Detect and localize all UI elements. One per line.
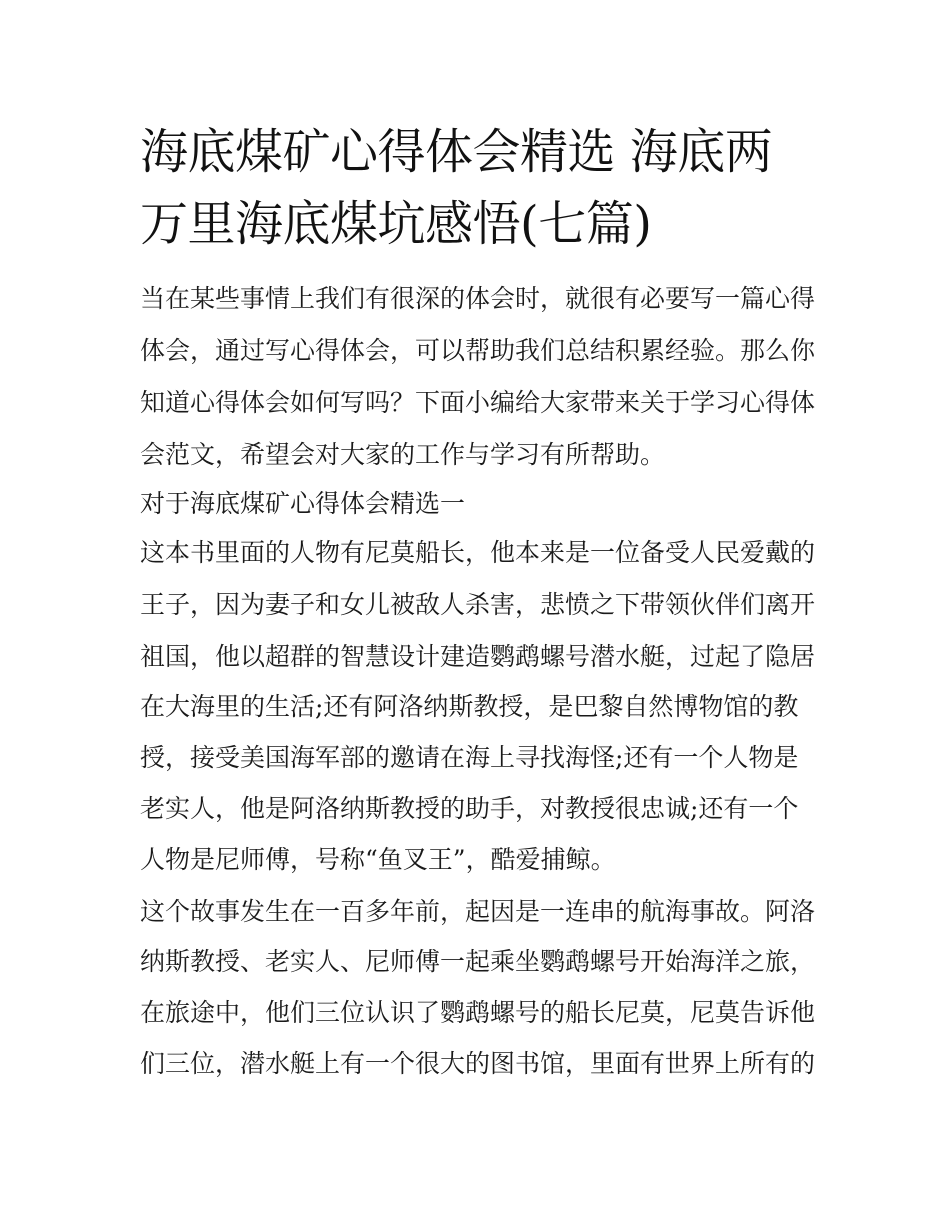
paragraph-line: 们三位，潜水艇上有一个很大的图书馆，里面有世界上所有的 [140, 1049, 816, 1078]
paragraph-line: 知道心得体会如何写吗？下面小编给大家带来关于学习心得体 [140, 388, 816, 417]
title-line-2: 万里海底煤坑感悟(七篇) [140, 196, 652, 252]
title-line-1: 海底煤矿心得体会精选 海底两 [140, 124, 773, 180]
paragraph-line: 老实人，他是阿洛纳斯教授的助手，对教授很忠诚;还有一个 [140, 794, 799, 823]
paragraph-line: 会范文，希望会对大家的工作与学习有所帮助。 [140, 440, 666, 469]
paragraph-line: 祖国，他以超群的智慧设计建造鹦鹉螺号潜水艇，过起了隐居 [140, 642, 816, 671]
paragraph-line: 人物是尼师傅，号称“鱼叉王”，酷爱捕鲸。 [140, 845, 616, 874]
paragraph-line: 这本书里面的人物有尼莫船长，他本来是一位备受人民爱戴的 [140, 538, 816, 567]
section-heading: 对于海底煤矿心得体会精选一 [140, 489, 466, 518]
paragraph-line: 在旅途中，他们三位认识了鹦鹉螺号的船长尼莫，尼莫告诉他 [140, 998, 816, 1027]
paragraph-line: 授，接受美国海军部的邀请在海上寻找海怪;还有一个人物是 [140, 743, 799, 772]
document-title [140, 116, 820, 260]
paragraph-line: 王子，因为妻子和女儿被敌人杀害，悲愤之下带领伙伴们离开 [140, 590, 816, 619]
paragraph-line: 当在某些事情上我们有很深的体会时，就很有必要写一篇心得 [140, 284, 816, 313]
paragraph-line: 纳斯教授、老实人、尼师傅一起乘坐鹦鹉螺号开始海洋之旅， [140, 947, 816, 976]
paragraph-line: 体会，通过写心得体会，可以帮助我们总结积累经验。那么你 [140, 336, 816, 365]
paragraph-line: 这个故事发生在一百多年前，起因是一连串的航海事故。阿洛 [140, 897, 816, 926]
paragraph-line: 在大海里的生活;还有阿洛纳斯教授，是巴黎自然博物馆的教 [140, 692, 799, 721]
